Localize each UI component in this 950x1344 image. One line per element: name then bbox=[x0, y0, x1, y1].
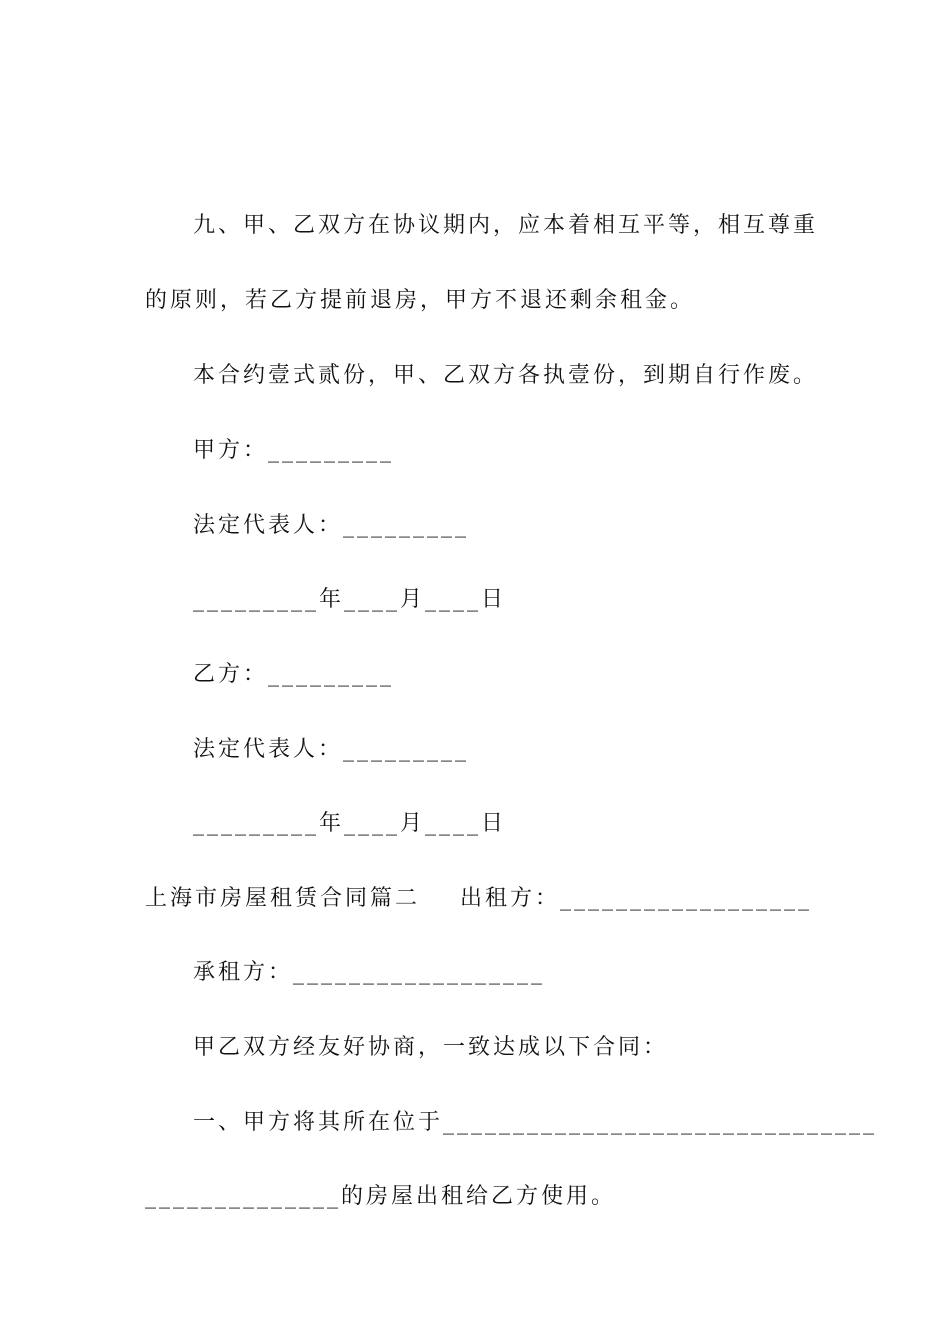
clause-1-line-2: ______________的房屋出租给乙方使用。 bbox=[145, 1184, 617, 1209]
contract-intro: 甲乙双方经友好协商，一致达成以下合同： bbox=[193, 1035, 669, 1060]
party-b-representative: 法定代表人：_________ bbox=[193, 737, 470, 762]
contract-2-heading: 上海市房屋租赁合同篇二 出租方：__________________ bbox=[145, 886, 812, 911]
party-a-signature: 甲方：_________ bbox=[193, 438, 395, 463]
lessee-field: 承租方：__________________ bbox=[193, 960, 546, 985]
party-a-date: _________年____月____日 bbox=[193, 587, 507, 612]
clause-1-line-1: 一、甲方将其所在位于_______________________________ bbox=[193, 1110, 878, 1135]
copies-statement: 本合约壹式贰份，甲、乙双方各执壹份，到期自行作废。 bbox=[193, 363, 819, 388]
party-b-date: _________年____月____日 bbox=[193, 811, 507, 836]
clause-9-line-1: 九、甲、乙双方在协议期内，应本着相互平等，相互尊重 bbox=[193, 213, 819, 238]
party-a-representative: 法定代表人：_________ bbox=[193, 513, 470, 538]
party-b-signature: 乙方：_________ bbox=[193, 662, 395, 687]
clause-9-line-2: 的原则，若乙方提前退房，甲方不退还剩余租金。 bbox=[145, 288, 696, 313]
